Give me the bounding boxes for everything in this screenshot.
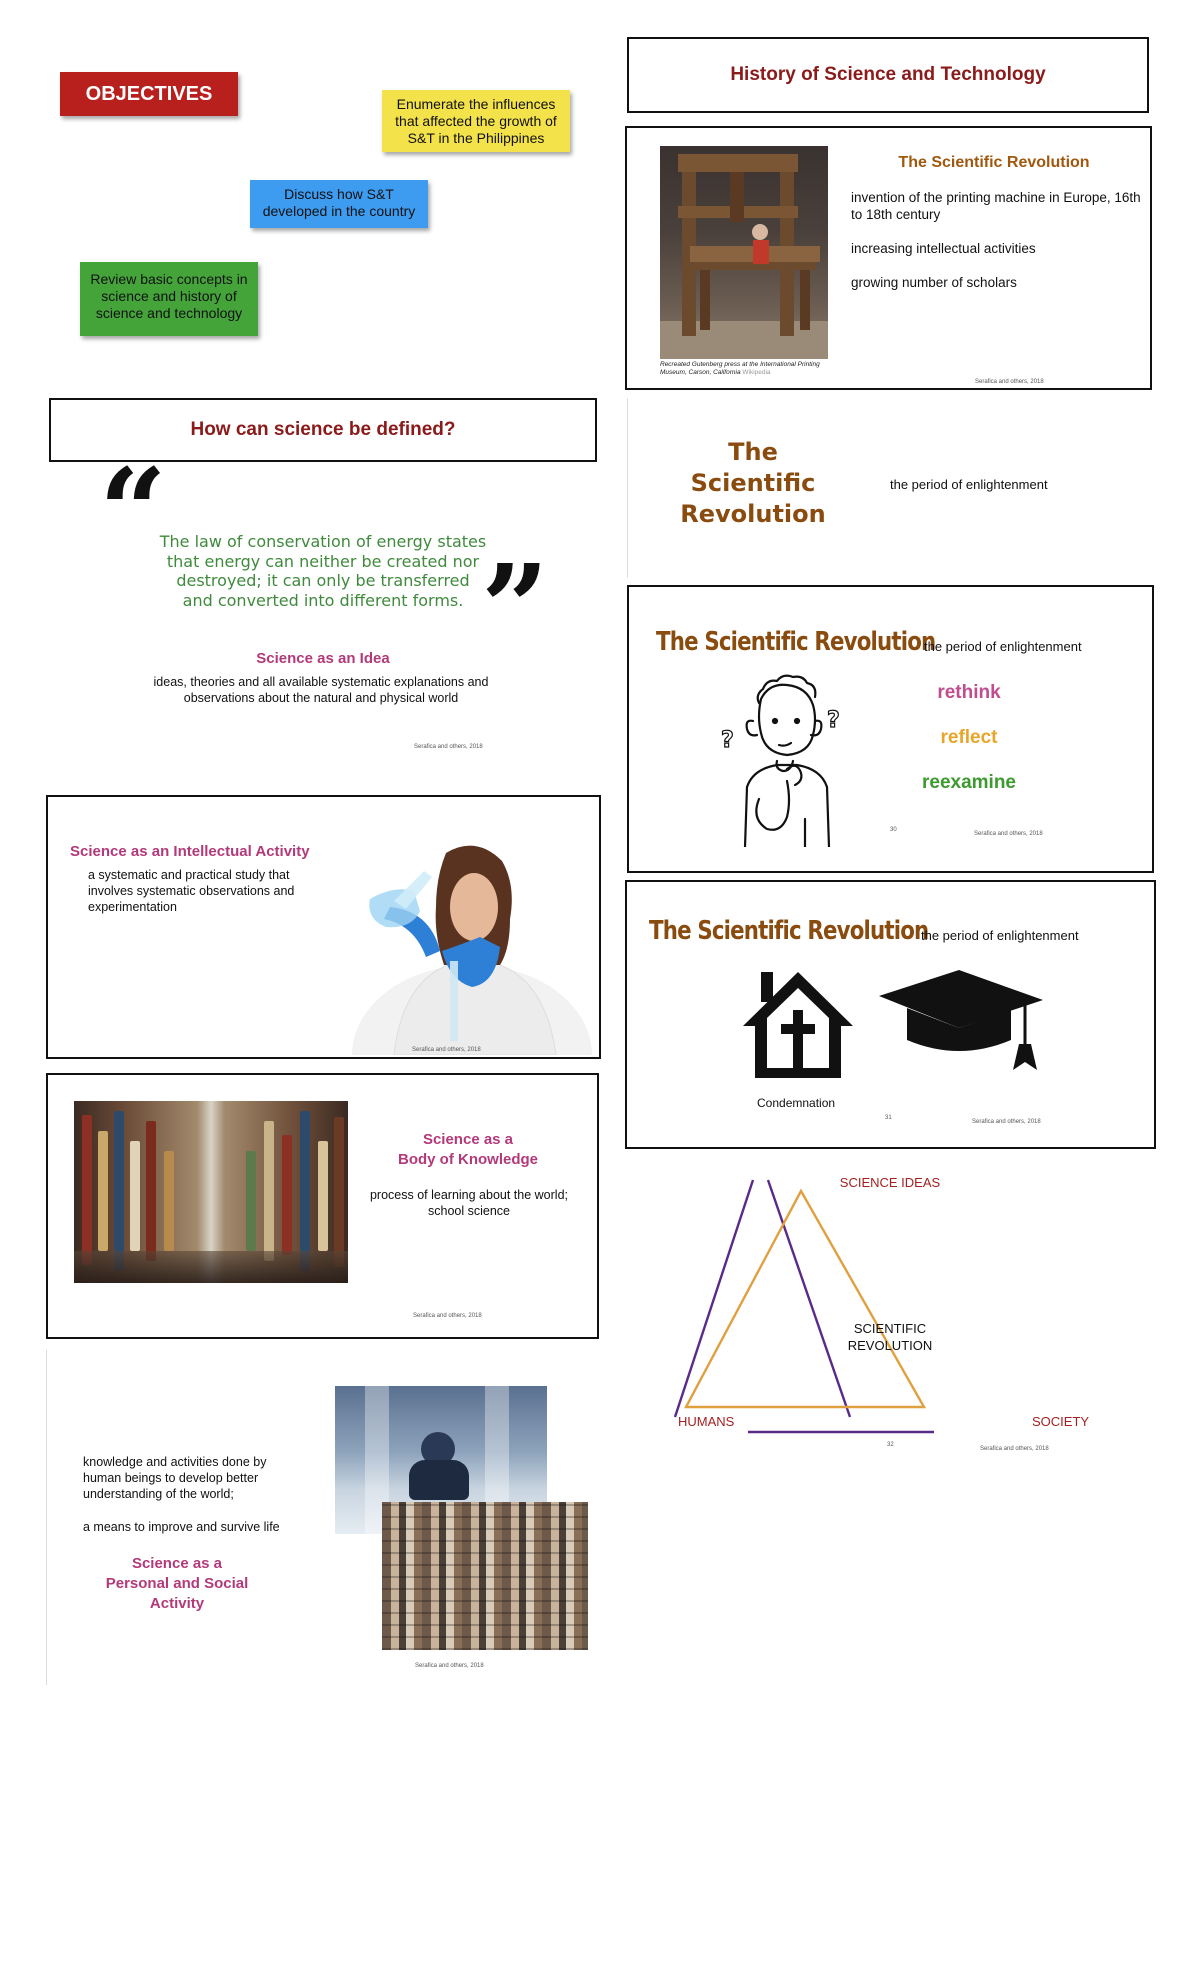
word-reexamine: reexamine <box>921 772 1016 793</box>
scientific-revolution-triangle-diagram <box>660 1175 1100 1465</box>
personal-social-heading-line-3: Activity <box>149 1595 205 1612</box>
sr-slide1-point-scholars: growing number of scholars <box>851 275 1017 290</box>
slide-credit: Serafica and others, 2018 <box>412 1047 481 1053</box>
sr-slide3-heading: The Scientific Revolution <box>649 916 929 946</box>
intellectual-activity-heading: Science as an Intellectual Activity <box>70 843 310 860</box>
science-idea-body: ideas, theories and all available systematic explanations and observations about the natural and physical world <box>153 675 489 705</box>
slide-page-number: 30 <box>890 827 897 833</box>
slide-credit: Serafica and others, 2018 <box>980 1446 1049 1452</box>
open-quote-icon: “ <box>99 442 167 581</box>
history-title: History of Science and Technology <box>730 64 1046 85</box>
church-icon <box>739 968 857 1080</box>
faces-mosaic-photo <box>382 1502 588 1650</box>
word-rethink: rethink <box>937 682 1001 703</box>
sr-slide1-point-printing: invention of the printing machine in Europe, 16th to 18th century <box>851 190 1141 222</box>
objectives-label: OBJECTIVES <box>60 72 238 116</box>
objective-note-influences: Enumerate the influences that affected the growth of S&T in the Philippines <box>382 90 570 152</box>
slide-credit: Serafica and others, 2018 <box>415 1663 484 1669</box>
printing-press-icon <box>660 146 828 359</box>
triangle-center-line-2: REVOLUTION <box>847 1338 933 1353</box>
sr-slide3-subtitle: the period of enlightenment <box>921 928 1079 943</box>
personal-social-heading-line-1: Science as a <box>131 1555 223 1572</box>
sr-title-line-1: The <box>728 438 778 466</box>
science-personal-social-slide <box>46 1350 602 1685</box>
science-idea-heading: Science as an Idea <box>256 650 390 667</box>
sr-title-line-3: Revolution <box>680 500 826 528</box>
svg-text:?: ? <box>827 708 840 733</box>
slide-credit: Serafica and others, 2018 <box>413 1313 482 1319</box>
scientific-revolution-slide-condemnation <box>625 880 1156 1149</box>
energy-conservation-quote: The law of conservation of energy states that energy can neither be created nor destroyed; it can only be transferred and converted into different forms. <box>159 532 487 610</box>
triangle-right-label: SOCIETY <box>1032 1414 1090 1429</box>
sr-slide2-heading: The Scientific Revolution <box>656 627 936 657</box>
slide-page-number: 31 <box>885 1115 892 1121</box>
body-of-knowledge-body: process of learning about the world; school science <box>369 1188 569 1218</box>
personal-social-heading-line-2: Personal and Social <box>105 1575 249 1592</box>
svg-text:?: ? <box>721 728 734 753</box>
sr-title-subtitle: the period of enlightenment <box>890 477 1048 492</box>
gutenberg-press-photo <box>660 146 828 359</box>
word-reflect: reflect <box>940 727 998 748</box>
triangle-left-label: HUMANS <box>678 1414 735 1429</box>
condemnation-caption: Condemnation <box>757 1096 836 1110</box>
slide-credit: Serafica and others, 2018 <box>972 1119 1041 1125</box>
slide-credit: Serafica and others, 2018 <box>414 744 483 750</box>
personal-social-body-1: knowledge and activities done by human beings to develop better understanding of the world; <box>83 1455 267 1501</box>
scientist-photo <box>334 841 598 1055</box>
objective-note-review: Review basic concepts in science and history of science and technology <box>80 262 258 336</box>
scientific-revolution-slide-printing <box>625 126 1152 390</box>
body-of-knowledge-heading-line-1: Science as a <box>422 1131 514 1148</box>
intellectual-activity-body: a systematic and practical study that involves systematic observations and experimentation <box>88 868 295 914</box>
objective-note-development: Discuss how S&T developed in the country <box>250 180 428 228</box>
library-books-photo <box>74 1101 348 1283</box>
triangle-center-line-1: SCIENTIFIC <box>853 1321 927 1336</box>
personal-social-body-2: a means to improve and survive life <box>83 1520 280 1534</box>
sr-slide2-subtitle: the period of enlightenment <box>924 639 1082 654</box>
graduation-cap-icon <box>875 966 1045 1078</box>
scientific-revolution-title-slide <box>627 398 1155 578</box>
thinking-boy-icon <box>719 669 849 847</box>
science-intellectual-activity-slide <box>46 795 601 1059</box>
scientific-revolution-slide-thinking <box>627 585 1154 873</box>
body-of-knowledge-heading-line-2: Body of Knowledge <box>398 1151 538 1168</box>
press-photo-caption: Recreated Gutenberg press at the International Printing Museum, Carson, California Wikipedia <box>660 361 820 376</box>
history-title-card <box>627 37 1149 113</box>
sr-title-line-2: Scientific <box>690 469 816 497</box>
slide-page-number: 32 <box>887 1442 894 1448</box>
close-quote-icon: ” <box>481 538 549 677</box>
slide-credit: Serafica and others, 2018 <box>974 831 1043 837</box>
science-body-of-knowledge-slide <box>46 1073 599 1339</box>
sr-slide1-heading: The Scientific Revolution <box>898 154 1090 171</box>
definition-question: How can science be defined? <box>190 419 456 440</box>
triangle-top-label: SCIENCE IDEAS <box>839 1175 941 1190</box>
science-idea-slide <box>49 442 597 760</box>
sr-slide1-point-intellectual: increasing intellectual activities <box>851 241 1036 256</box>
slide-credit: Serafica and others, 2018 <box>975 379 1044 385</box>
